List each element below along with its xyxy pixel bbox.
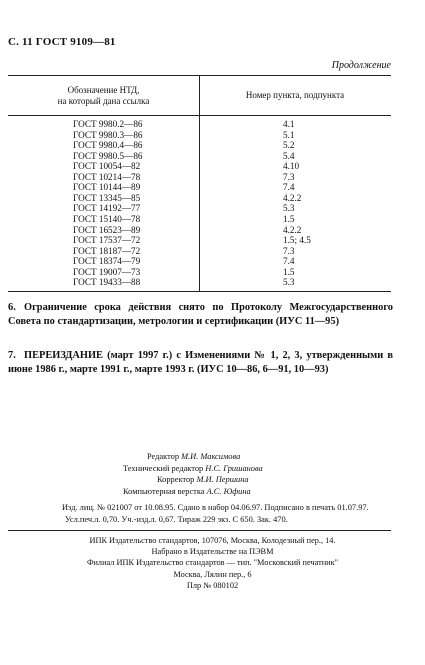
- credits: [123, 451, 263, 497]
- table-cell-point: 1.5: [283, 213, 295, 224]
- note-7: [8, 349, 393, 377]
- table-cell-point: 4.10: [283, 161, 300, 172]
- table-cell-ndt: ГОСТ 17537—72: [73, 235, 141, 246]
- note-text: Ограничение срока действия снято по Протоколу Межгосударственного Совета по стандартизации, метрологии и сертификации (ИУС 11—95): [8, 302, 393, 327]
- table-cell-ndt: ГОСТ 10054—82: [73, 161, 141, 172]
- imprint-line-3: Филиал ИПК Издательство стандартов — тип. "Московский печатник": [86, 558, 339, 568]
- table-cell-ndt: ГОСТ 10144—89: [73, 182, 141, 193]
- credit-proofreader: Корректор М.И. Першина: [157, 475, 249, 484]
- table-cell-ndt: ГОСТ 15140—78: [73, 213, 141, 224]
- reference-table: [8, 75, 391, 292]
- col2-header: Номер пункта, подпункта: [245, 90, 345, 100]
- continuation-label: Продолжение: [331, 60, 391, 71]
- table-cell-point: 5.3: [283, 277, 295, 288]
- note-number: 6.: [8, 302, 16, 313]
- table-cell-ndt: ГОСТ 14192—77: [73, 203, 141, 214]
- table-cell-point: 5.4: [283, 150, 295, 161]
- note-number: 7.: [8, 350, 16, 361]
- table-cell-point: 1.5; 4.5: [283, 235, 311, 246]
- table-column-divider: [199, 75, 200, 292]
- page-header: С. 11 ГОСТ 9109—81: [8, 36, 116, 48]
- table-cell-ndt: ГОСТ 9980.2—86: [73, 119, 143, 129]
- table-cell-ndt: ГОСТ 9980.4—86: [73, 140, 143, 151]
- table-cell-ndt: ГОСТ 19007—73: [73, 266, 141, 277]
- table-cell-point: 5.3: [283, 203, 295, 214]
- imprint-line-4: Москва, Лялин пер., 6: [173, 569, 252, 579]
- col1-header-line2: на который дана ссылка: [57, 96, 150, 106]
- table-cell-point: 4.2.2: [283, 224, 302, 235]
- table-cell-ndt: ГОСТ 9980.3—86: [73, 129, 143, 140]
- table-cell-ndt: ГОСТ 16523—89: [73, 224, 141, 235]
- license-line-2: Усл.печ.л. 0,70. Уч.-изд.л. 0,67. Тираж 229 экз. С 650. Зак. 470.: [65, 514, 288, 524]
- table-cell-point: 7.4: [283, 256, 295, 267]
- note-6: [8, 301, 393, 329]
- table-cell-ndt: ГОСТ 18374—79: [73, 256, 141, 267]
- credit-editor: Редактор М.И. Максимова: [147, 452, 241, 461]
- table-cell-point: 5.1: [283, 129, 295, 140]
- credit-layout: Компьютерная верстка А.С. Юфина: [123, 486, 251, 496]
- table-cell-point: 7.3: [283, 171, 295, 182]
- credit-tech-editor: Технический редактор Н.С. Гришанова: [123, 463, 263, 473]
- license-line-1: Изд. лиц. № 021007 от 10.08.95. Сдано в набор 04.06.97. Подписано в печать 01.07.97.: [62, 503, 369, 512]
- table-cell-point: 5.2: [283, 140, 295, 151]
- table-cell-ndt: ГОСТ 10214—78: [73, 171, 141, 182]
- imprint-line-2: Набрано в Издательстве на ПЭВМ: [151, 547, 274, 557]
- col1-header: [8, 85, 199, 107]
- table-cell-ndt: ГОСТ 9980.5—86: [73, 150, 143, 161]
- table-cell-point: 4.2.2: [283, 192, 302, 203]
- table-cell-point: 7.3: [283, 245, 295, 256]
- license-info: [62, 502, 369, 525]
- imprint: [0, 535, 425, 591]
- table-cell-ndt: ГОСТ 19433—88: [73, 277, 141, 288]
- imprint-rule: [8, 530, 391, 531]
- table-cell-point: 1.5: [283, 266, 295, 277]
- table-cell-ndt: ГОСТ 13345—85: [73, 192, 141, 203]
- imprint-line-1: ИПК Издательство стандартов, 107076, Москва, Колодезный пер., 14.: [89, 536, 336, 545]
- col1-header-line1: Обозначение НТД,: [67, 85, 140, 95]
- table-cell-point: 4.1: [283, 119, 295, 129]
- imprint-line-5: Плр № 080102: [186, 580, 239, 590]
- note-text: ПЕРЕИЗДАНИЕ (март 1997 г.) с Изменениями № 1, 2, 3, утвержденными в июне 1986 г., марте 1991 г., марте 1993 г. (ИУС 10—86, 6—91, 10—93): [8, 350, 393, 375]
- table-cell-ndt: ГОСТ 18187—72: [73, 245, 141, 256]
- table-cell-point: 7.4: [283, 182, 295, 193]
